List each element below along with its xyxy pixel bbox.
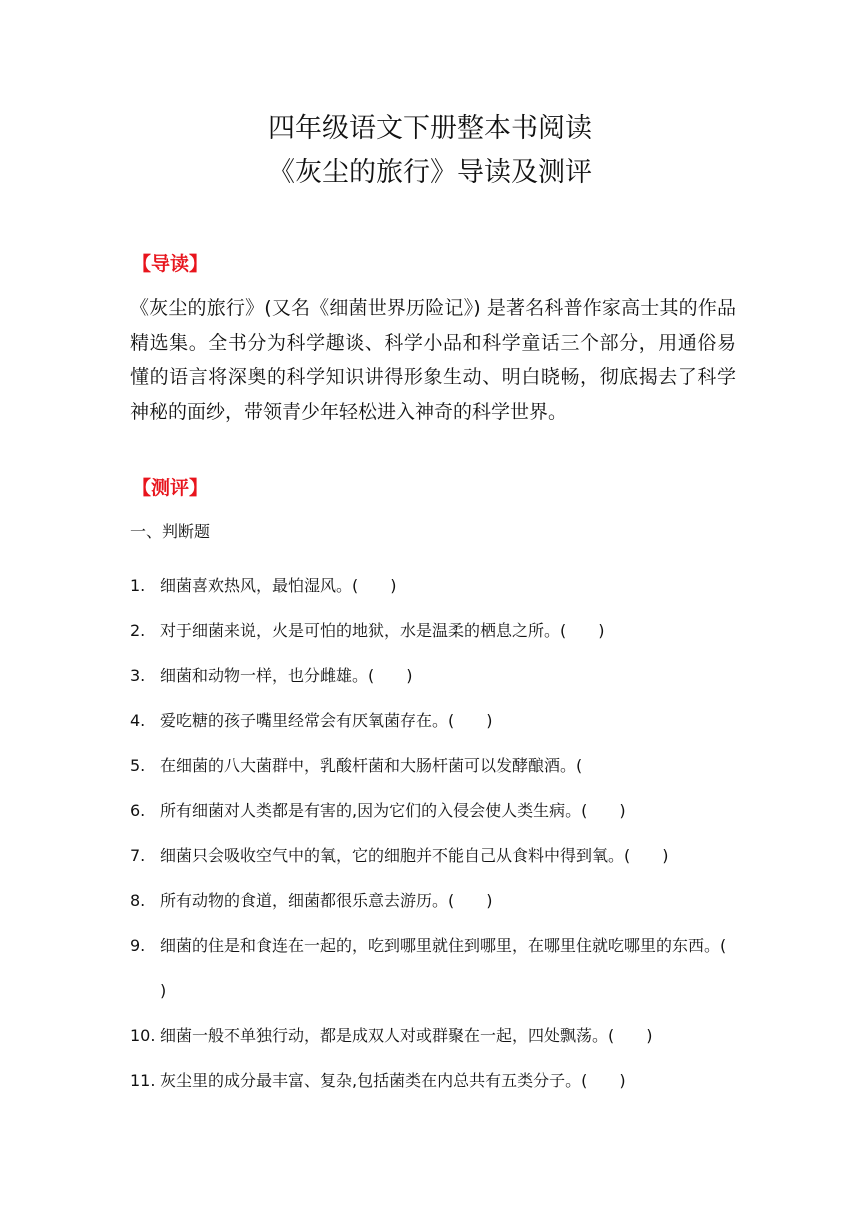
question-number: 10. [130,1026,156,1045]
question-number: 11. [130,1071,156,1090]
guide-paragraph: 《灰尘的旅行》(又名《细菌世界历险记》) 是著名科普作家高士其的作品精选集。全书分为科学趣谈、科学小品和科学童话三个部分，用通俗易懂的语言将深奥的科学知识讲得形象生动、明白晓畅，彻底揭去了科学神秘的面纱，带领青少年轻松进入神奇的科学世界。 [130,297,736,423]
question-item [130,608,736,653]
question-item [130,1013,736,1058]
guide-label: 【导读】 [132,253,209,275]
question-item [130,1058,736,1103]
question-item [130,743,736,788]
question-text: 细菌和动物一样，也分雌雄。( ) [160,666,413,685]
question-text: 灰尘里的成分最丰富、复杂,包括菌类在内总共有五类分子。( ) [160,1071,626,1090]
question-list [130,563,759,1103]
question-item [130,653,736,698]
question-item [130,923,759,1013]
question-item [130,833,736,878]
question-number: 3. [130,666,146,685]
question-number: 2. [130,621,146,640]
question-text: 对于细菌来说，火是可怕的地狱，水是温柔的栖息之所。( ) [160,621,605,640]
question-text: 细菌一般不单独行动，都是成双人对或群聚在一起，四处飘荡。( ) [160,1026,653,1045]
question-number: 5. [130,756,146,775]
question-item [130,878,736,923]
question-number: 4. [130,711,146,730]
test-label: 【测评】 [132,477,209,499]
question-text: 细菌只会吸收空气中的氧，它的细胞并不能自己从食料中得到氧。( ) [160,846,669,865]
question-number: 6. [130,801,146,820]
question-item [130,563,736,608]
question-item [130,698,736,743]
question-number: 7. [130,846,146,865]
question-text: 细菌喜欢热风，最怕湿风。( ) [160,576,397,595]
question-number: 8. [130,891,146,910]
question-text: 所有细菌对人类都是有害的,因为它们的入侵会使人类生病。( ) [160,801,626,820]
question-number: 9. [130,936,146,955]
title-line-1: 四年级语文下册整本书阅读 [268,113,592,144]
question-number: 1. [130,576,146,595]
question-text: 在细菌的八大菌群中，乳酸杆菌和大肠杆菌可以发酵酿酒。( [160,756,583,775]
question-text: 爱吃糖的孩子嘴里经常会有厌氧菌存在。( ) [160,711,493,730]
title-line-2: 《灰尘的旅行》导读及测评 [268,157,592,188]
question-text: 细菌的住是和食连在一起的，吃到哪里就住到哪里，在哪里住就吃哪里的东西。( ) [160,936,759,1000]
question-text: 所有动物的食道，细菌都很乐意去游历。( ) [160,891,493,910]
document-title [0,108,860,194]
section-heading-judgment: 一、判断题 [130,522,211,541]
question-item [130,788,736,833]
